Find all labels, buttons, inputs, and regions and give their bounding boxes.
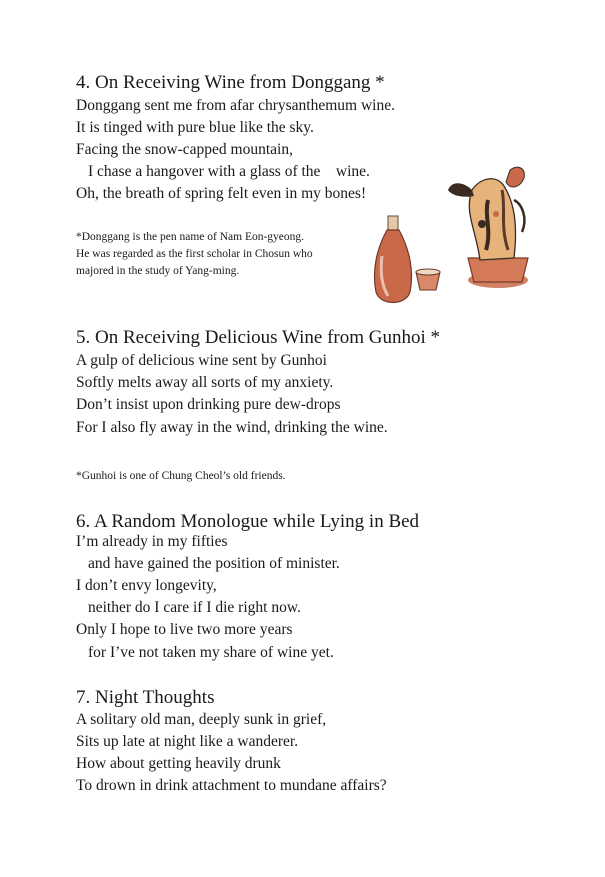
poem-4-line-1: Donggang sent me from afar chrysanthemum wine. bbox=[76, 97, 395, 114]
poem-6-line-1: I’m already in my fifties bbox=[76, 533, 228, 550]
poem-5-line-3: Don’t insist upon drinking pure dew-drops bbox=[76, 396, 341, 413]
poem-5-title: 5. On Receiving Delicious Wine from Gunhoi * bbox=[76, 327, 441, 348]
poem-4-note-3: majored in the study of Yang-ming. bbox=[76, 265, 240, 277]
poem-6-line-3: I don’t envy longevity, bbox=[76, 577, 217, 594]
poem-7-line-4: To drown in drink attachment to mundane affairs? bbox=[76, 777, 387, 794]
poem-4-title: 4. On Receiving Wine from Donggang * bbox=[76, 72, 385, 93]
poem-4-line-5: Oh, the breath of spring felt even in my bones! bbox=[76, 185, 367, 202]
poem-6-title: 6. A Random Monologue while Lying in Bed bbox=[76, 511, 420, 532]
poem-7-line-3: How about getting heavily drunk bbox=[76, 755, 281, 772]
poem-5-note-1: *Gunhoi is one of Chung Cheol’s old friends. bbox=[76, 470, 286, 482]
poem-4-line-4: I chase a hangover with a glass of the wine. bbox=[88, 163, 370, 180]
potted-plant-icon bbox=[448, 167, 528, 288]
wine-illustration bbox=[368, 160, 540, 312]
poem-5-line-4: For I also fly away in the wind, drinking the wine. bbox=[76, 419, 388, 436]
poem-4-line-2: It is tinged with pure blue like the sky. bbox=[76, 119, 314, 136]
wine-cup-icon bbox=[416, 269, 440, 290]
poem-6-line-2: and have gained the position of minister. bbox=[88, 555, 340, 572]
poem-6-line-6: for I’ve not taken my share of wine yet. bbox=[88, 644, 334, 661]
poem-4-line-3: Facing the snow-capped mountain, bbox=[76, 141, 293, 158]
poem-5-line-2: Softly melts away all sorts of my anxiety. bbox=[76, 374, 334, 391]
poem-4-note-1: *Donggang is the pen name of Nam Eon-gyeong. bbox=[76, 231, 305, 243]
poem-7-line-1: A solitary old man, deeply sunk in grief, bbox=[76, 711, 327, 728]
poem-6-line-4: neither do I care if I die right now. bbox=[88, 599, 301, 616]
poem-6-line-5: Only I hope to live two more years bbox=[76, 621, 293, 638]
poem-5-line-1: A gulp of delicious wine sent by Gunhoi bbox=[76, 352, 327, 369]
poem-7-line-2: Sits up late at night like a wanderer. bbox=[76, 733, 299, 750]
wine-bottle-icon bbox=[374, 216, 411, 303]
poem-4-note-2: He was regarded as the first scholar in Chosun who bbox=[76, 248, 313, 260]
poem-7-title: 7. Night Thoughts bbox=[76, 687, 215, 708]
